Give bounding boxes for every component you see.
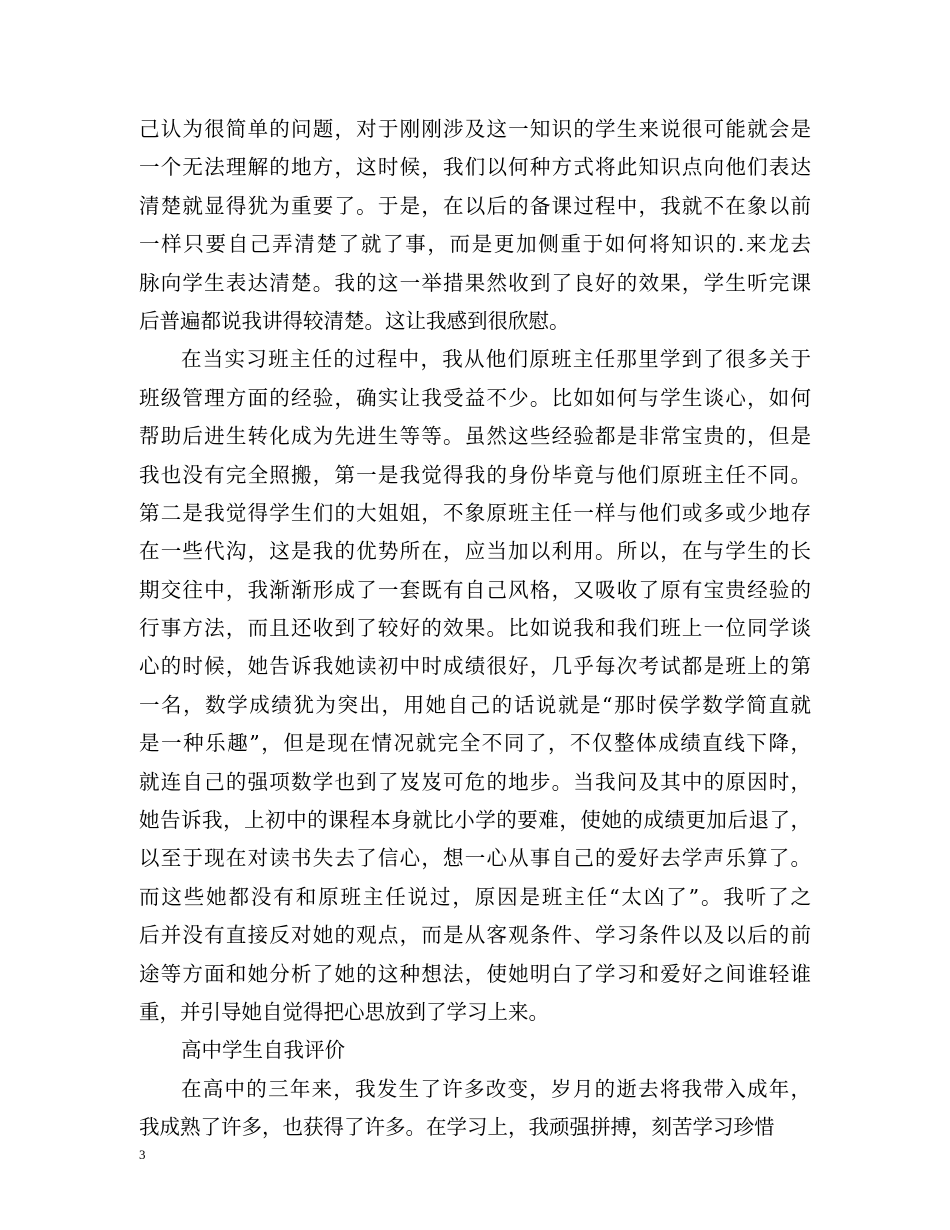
- text-line: 后普遍都说我讲得较清楚。这让我感到很欣慰。: [139, 308, 570, 333]
- text-line: 后并没有直接反对她的观点，而是从客观条件、学习条件以及以后的前: [139, 923, 811, 948]
- text-line: 我成熟了许多，也获得了许多。在学习上，我顽强拼搏，刻苦学习珍惜: [139, 1115, 775, 1140]
- page-number: 3: [139, 1147, 146, 1162]
- section-heading: [139, 1031, 811, 1069]
- paragraph-class-teacher: [139, 340, 811, 1031]
- text-line: 一个无法理解的地方，这时候，我们以何种方式将此知识点向他们表达: [139, 155, 811, 180]
- text-line: 期交往中，我渐渐形成了一套既有自己风格，又吸收了原有宝贵经验的: [139, 577, 811, 602]
- text-line: 她告诉我，上初中的课程本身就比小学的要难，使她的成绩更加后退了，: [139, 808, 811, 833]
- text-line: 在一些代沟，这是我的优势所在，应当加以利用。所以，在与学生的长: [139, 539, 811, 564]
- text-line: 帮助后进生转化成为先进生等等。虽然这些经验都是非常宝贵的，但是: [139, 424, 811, 449]
- text-line: 在当实习班主任的过程中，我从他们原班主任那里学到了很多关于: [181, 347, 811, 372]
- text-line: 而这些她都没有和原班主任说过，原因是班主任“太凶了”。我听了之: [139, 884, 811, 909]
- text-line: 班级管理方面的经验，确实让我受益不少。比如如何与学生谈心，如何: [139, 385, 811, 410]
- text-line: 途等方面和她分析了她的这种想法，使她明白了学习和爱好之间谁轻谁: [139, 961, 811, 986]
- text-line: 高中学生自我评价: [181, 1038, 345, 1063]
- text-line: 是一种乐趣”，但是现在情况就完全不同了，不仅整体成绩直线下降，: [139, 731, 811, 756]
- text-line: 就连自己的强项数学也到了岌岌可危的地步。当我问及其中的原因时，: [139, 769, 811, 794]
- text-line: 一样只要自己弄清楚了就了事，而是更加侧重于如何将知识的.来龙去: [139, 232, 811, 257]
- text-line: 一名，数学成绩犹为突出，用她自己的话说就是“那时侯学数学简直就: [139, 692, 811, 717]
- text-line: 在高中的三年来，我发生了许多改变，岁月的逝去将我带入成年，: [181, 1076, 811, 1101]
- text-line: 重，并引导她自觉得把心思放到了学习上来。: [139, 999, 549, 1024]
- text-line: 行事方法，而且还收到了较好的效果。比如说我和我们班上一位同学谈: [139, 616, 811, 641]
- text-line: 第二是我觉得学生们的大姐姐，不象原班主任一样与他们或多或少地存: [139, 500, 811, 525]
- text-line: 心的时候，她告诉我她读初中时成绩很好，几乎每次考试都是班上的第: [139, 654, 811, 679]
- paragraph-lesson-prep: [139, 110, 811, 340]
- paragraph-self-evaluation: [139, 1070, 811, 1147]
- text-line: 我也没有完全照搬，第一是我觉得我的身份毕竟与他们原班主任不同。: [139, 462, 811, 487]
- text-line: 以至于现在对读书失去了信心，想一心从事自己的爱好去学声乐算了。: [139, 846, 811, 871]
- text-line: 清楚就显得犹为重要了。于是，在以后的备课过程中，我就不在象以前: [139, 193, 811, 218]
- document-body: [139, 110, 811, 1147]
- text-line: 脉向学生表达清楚。我的这一举措果然收到了良好的效果，学生听完课: [139, 270, 811, 295]
- text-line: 己认为很简单的问题，对于刚刚涉及这一知识的学生来说很可能就会是: [139, 117, 811, 141]
